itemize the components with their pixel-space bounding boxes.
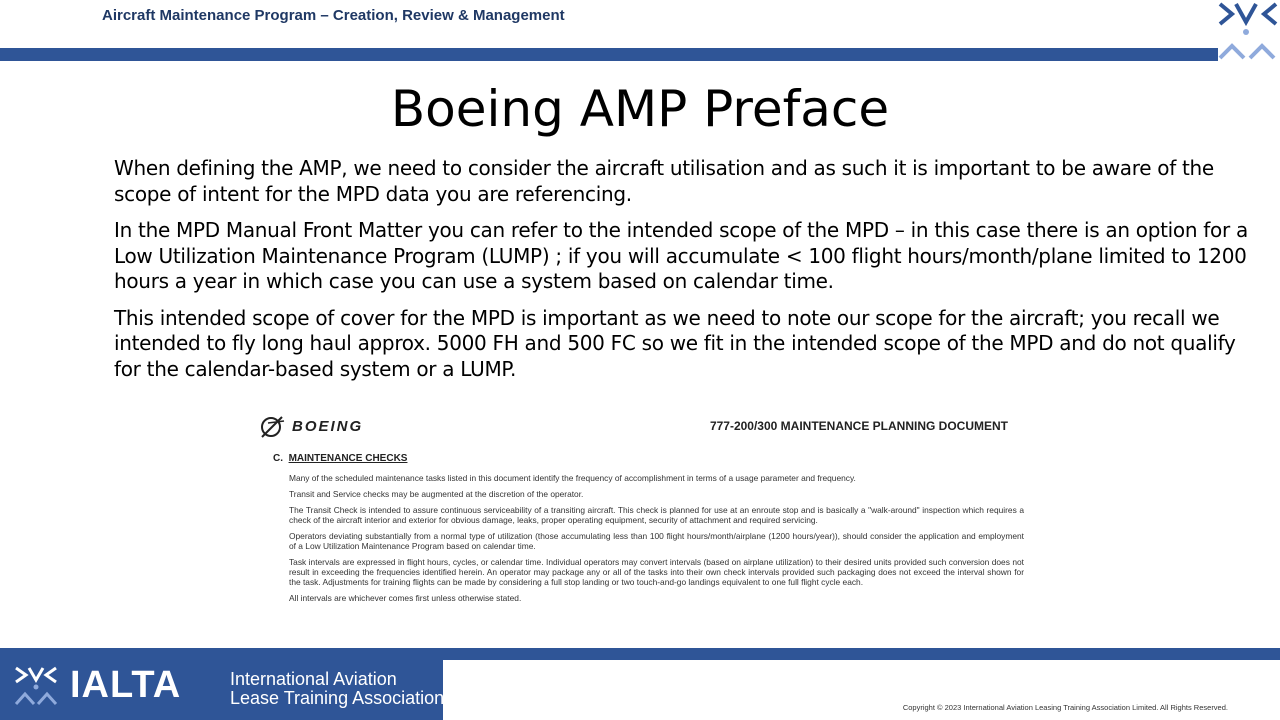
- doc-paragraph: All intervals are whichever comes first unless otherwise stated.: [289, 593, 522, 603]
- doc-paragraph: Many of the scheduled maintenance tasks listed in this document identify the frequency of accomplishment in terms of a usage parameter and frequency.: [289, 473, 856, 483]
- slide-body: [114, 156, 1254, 393]
- footer-band: [443, 648, 1280, 660]
- header-band: [0, 48, 1218, 61]
- ialta-org-name: [230, 670, 445, 708]
- doc-title: 777-200/300 MAINTENANCE PLANNING DOCUMENT: [709, 419, 1008, 433]
- copyright-notice: Copyright © 2023 International Aviation Leasing Training Association Limited. All Rights Reserved.: [902, 703, 1228, 712]
- slide-title: Boeing AMP Preface: [390, 80, 890, 138]
- section-letter: C.: [273, 453, 283, 464]
- header-title: Aircraft Maintenance Program – Creation, Review & Management: [102, 7, 565, 24]
- ialta-wordmark: IALTA: [70, 664, 182, 706]
- section-title: MAINTENANCE CHECKS: [288, 453, 408, 464]
- doc-paragraph: Task intervals are expressed in flight hours, cycles, or calendar time. Individual operators may convert intervals (based on airplane utilization) to their desired units provided such conversion does not result in exceeding the frequencies identified herein. An operator may package any or all of the tasks into their own check intervals provided such packaging does not exceed the interval shown for the task. Adjustments for training flights can be made by considering a full stop landing or two touch-and-go landings equivalent to one full flight cycle each.: [289, 557, 1024, 587]
- body-paragraph: This intended scope of cover for the MPD is important as we need to note our scope for the aircraft; you recall we intended to fly long haul approx. 5000 FH and 500 FC so we fit in the intended scope of the MPD and do not qualify for the calendar-based system or a LUMP.: [114, 305, 1236, 381]
- org-name-line1: International Aviation: [230, 669, 397, 689]
- org-name-line2: Lease Training Association: [230, 688, 445, 708]
- boeing-wordmark: BOEING: [292, 417, 364, 435]
- doc-paragraph: Operators deviating substantially from a normal type of utilization (those accumulating less than 100 flight hours/month/airplane (1200 hours/year)), should consider the application and employment of a Low Utilization Maintenance Program based on calendar time.: [289, 531, 1024, 551]
- ialta-mark-icon: [1218, 0, 1280, 62]
- doc-paragraph: The Transit Check is intended to assure continuous serviceability of a transiting aircraft. This check is planned for use at an enroute stop and is basically a "walk-around" inspection which requires a check of the aircraft interior and exterior for obvious damage, leaks, proper operating equipment, security of attachment and required servicing.: [289, 505, 1024, 525]
- mpd-excerpt-image: [256, 405, 1026, 645]
- doc-paragraphs: [289, 473, 1024, 609]
- ialta-footer-mark-icon: [14, 666, 58, 706]
- boeing-logo: [260, 413, 363, 439]
- boeing-symbol-icon: [260, 413, 286, 439]
- body-paragraph: When defining the AMP, we need to consider the aircraft utilisation and as such it is important to be aware of the scope of intent for the MPD data you are referencing.: [114, 156, 1214, 206]
- doc-section-heading: [273, 453, 407, 464]
- body-paragraph: In the MPD Manual Front Matter you can refer to the intended scope of the MPD – in this case there is an option for a Low Utilization Maintenance Program (LUMP) ; if you will accumulate < 100 flight hours/month/plane limited to 1200 hours a year in which case you can use a system based on calendar time.: [114, 218, 1248, 293]
- doc-paragraph: Transit and Service checks may be augmented at the discretion of the operator.: [289, 489, 584, 499]
